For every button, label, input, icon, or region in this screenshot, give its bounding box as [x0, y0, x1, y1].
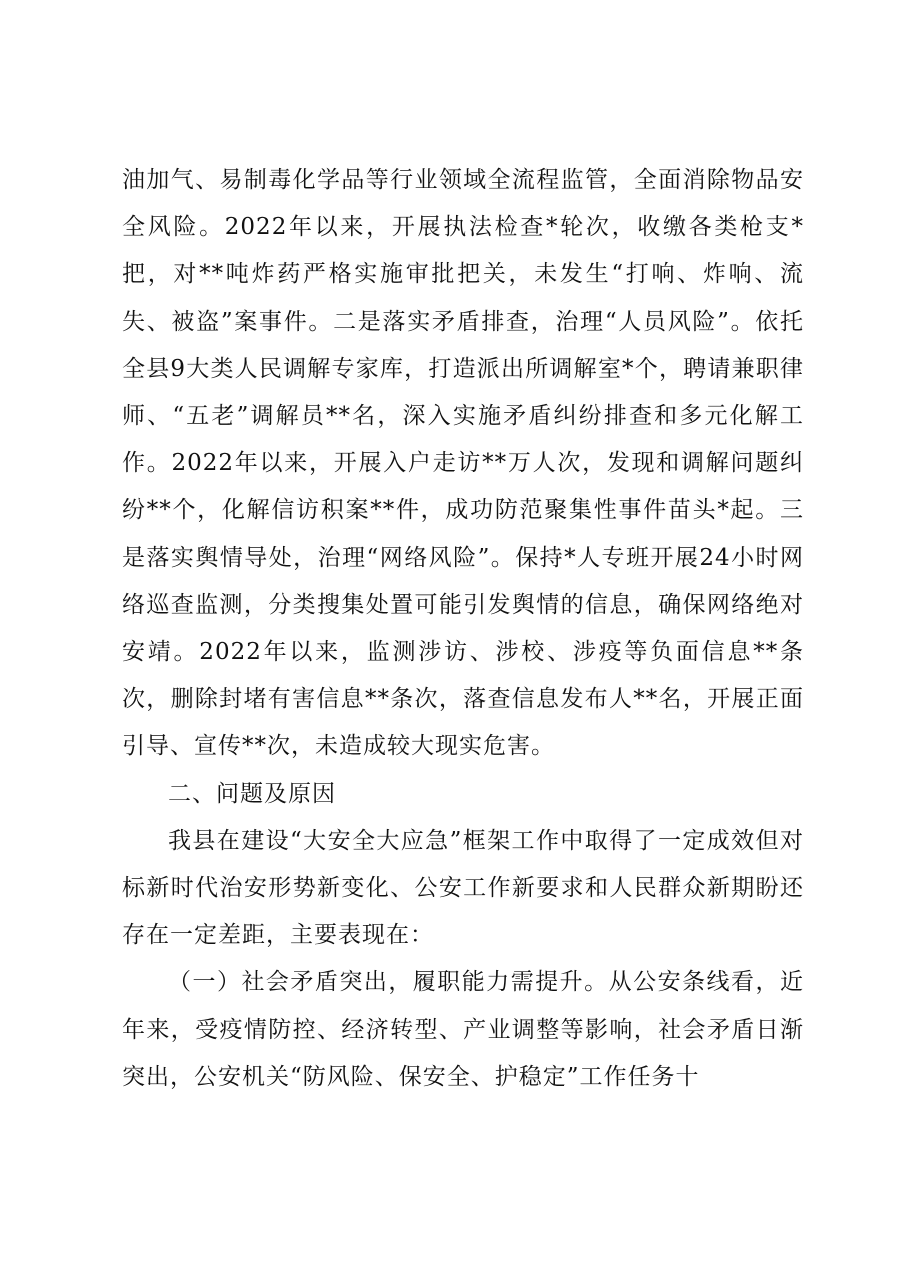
section-heading-problems-and-causes: 二、问题及原因 — [168, 780, 336, 807]
paragraph-risk-governance: 油加气、易制毒化学品等行业领域全流程监管，全面消除物品安全风险。2022年以来，开展执法检查*轮次，收缴各类枪支*把，对**吨炸药严格实施审批把关，未发生“打响、炸响、流失、被盗”案事件。二是落实矛盾排查，治理“人员风险”。依托全县9大类人民调解专家库，打造派出所调解室*个，聘请兼职律师、“五老”调解员**名，深入实施矛盾纠纷排查和多元化解工作。2022年以来，开展入户走访**万人次，发现和调解问题纠纷**个，化解信访积案**件，成功防范聚集性事件苗头*起。三是落实舆情导处，治理“网络风险”。保持*人专班开展24小时网络巡查监测，分类搜集处置可能引发舆情的信息，确保网络绝对安靖。2022年以来，监测涉访、涉校、涉疫等负面信息**条次，删除封堵有害信息**条次，落查信息发布人**名，开展正面引导、宣传**次，未造成较大现实危害。 — [122, 167, 804, 760]
paragraph-social-conflicts: （一）社会矛盾突出，履职能力需提升。从公安条线看，近年来，受疫情防控、经济转型、产业调整等影响，社会矛盾日渐突出，公安机关“防风险、保安全、护稳定”工作任务十 — [122, 969, 804, 1090]
paragraph-overview-of-gaps: 我县在建设“大安全大应急”框架工作中取得了一定成效但对标新时代治安形势新变化、公安工作新要求和人民群众新期盼还存在一定差距，主要表现在： — [122, 827, 804, 949]
document-body — [122, 157, 804, 1101]
